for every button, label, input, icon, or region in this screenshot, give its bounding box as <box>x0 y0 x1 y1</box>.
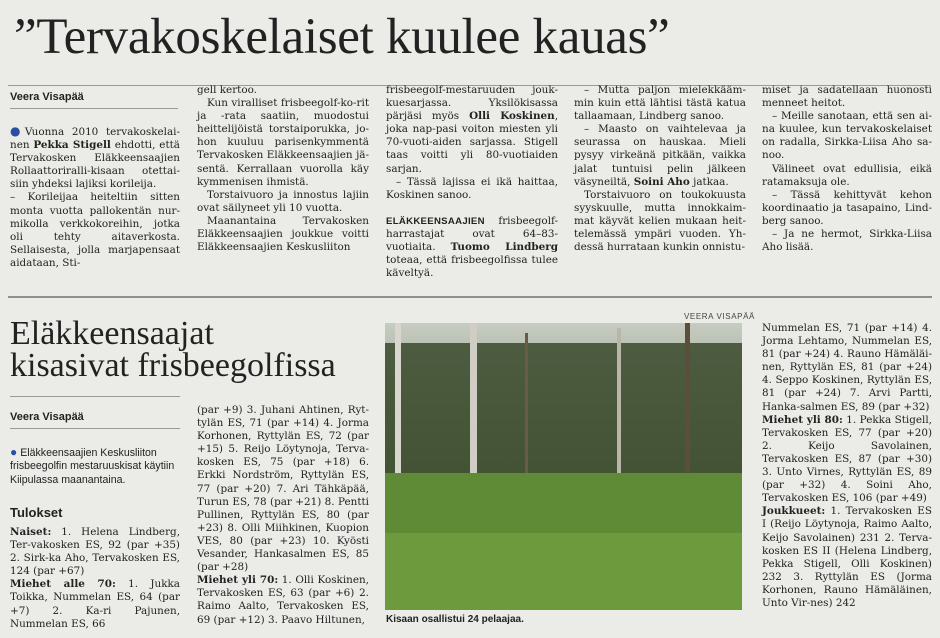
bullet-icon: ● <box>10 445 18 459</box>
results-column-2: (par +9) 3. Juhani Ahtinen, Ryt-tylän ES, 71 (par +14) 4. Jorma Korhonen, Ryttylän ES, 72 (par +15) 5. Reijo Löytynoja, Terva-kosken ES, 75 (par +18) 6. Erkki Nordström, Ryttylän ES, 77 (par +20) 7. Ari Tähkäpää, Turun ES, 78 (par +21) 8. Pentti Pullinen, Ryttylän ES, 80 (par +23) 8. Olli Miihkinen, Kuopion VES, 80 (par +23) 10. Kyösti Vesander, Hankasalmen ES, 85 (par +28) Miehet yli 70: 1. Olli Koskinen, Tervakosken ES, 63 (par +6) 2. Raimo Aalto, Tervakosken ES, 69 (par +12) 3. Paavo Hiltunen, <box>197 404 369 626</box>
photo-credit: VEERA VISAPÄÄ <box>684 312 755 321</box>
article-column-5: miset ja sadatellaan huonosti menneet heitot. – Meille sanotaan, että sen ai-na kuulee, kun tervakoskelaiset on radalla, Sirkka-Liisa Aho sa-noo. Välineet ovat edullisia, eikä ratamaksuja ole. – Tässä kehittyvät kehon koordinaatio ja tasapaino, Lind-berg sanoo. – Ja ne hermot, Sirkka-Liisa Aho lisää. <box>762 84 932 254</box>
section-divider <box>8 296 932 298</box>
headline-2 <box>10 315 336 384</box>
article-column-4: – Mutta paljon mielekkääm-min kuin että lähtisi tästä katua tallaamaan, Lindberg sanoo. – Maasto on vaihtelevaa ja seurassa on hauskaa. Mieli pysyy virkeänä pitkään, vaikka jalat tuntuisi pelin jälkeen väsyneiltä, Soini Aho jatkaa. Torstaivuoro on toukokuusta syyskuulle, mutta innokkaim-mat käyvät kelien mukaan heit-telemässä ympäri vuoden. Yh-dessä hurrataan kunkin onnistu- <box>574 84 746 254</box>
article-column-1: ●Vuonna 2010 tervakoskelai-nen Pekka Stigell ehdotti, että Tervakosken Eläkkeensaajien Rollaattoriralli-kisaan otettai-siin yhdeksi lajiksi korileija. – Korileijaa heiteltiin sitten monta vuotta pallokentän nur-mikolla verkkokoreihin, jotka oli tehty aitaverkosta. Sellaisesta, jolla marjapensaat aidataan, Sti- <box>10 124 180 269</box>
byline: Veera Visapää <box>10 91 84 103</box>
byline-rule-2 <box>10 396 180 397</box>
headline-2-line-1: Eläkkeensaajat <box>10 315 214 352</box>
byline-rule <box>10 108 178 109</box>
byline-rule-3 <box>10 428 180 429</box>
byline-2: Veera Visapää <box>10 411 84 423</box>
group-photo <box>385 323 742 610</box>
article-column-2: gell kertoo. Kun viralliset frisbeegolf-ko-rit ja -rata saatiin, muodostui heittelijöistä torstaiporukka, jo-hon kuuluu parisenkymmentä Tervakosken Eläkkeensaajien jä-sentä. Kerrallaan vuorolla käy kymmenisen ihmistä. Torstaivuoro ja innostus lajiin ovat säilyneet yli 10 vuotta. Maanantaina Tervakosken Eläkkeensaajien joukkue voitti Eläkkeensaajien Keskusliiton <box>197 84 369 254</box>
article-column-3: frisbeegolf-mestaruuden jouk-kuesarjassa. Yksilökisassa pärjäsi myös Olli Koskinen, joka nap-pasi voiton miesten yli 70-vuoti-aiden sarjassa. Stigell taas voitti yli 80-vuotiaiden sarjan. – Tässä lajissa ei ikä haittaa, Koskinen sanoo. ELÄKKEENSAAJIEN frisbeegolf-harrastajat ovat 64–83-vuotiaita. Tuomo Lindberg toteaa, että frisbeegolfissa tulee käveltyä. <box>386 84 558 280</box>
photo-caption: Kisaan osallistui 24 pelaajaa. <box>386 614 524 625</box>
headline-2-line-2: kisasivat frisbeegolfissa <box>10 347 336 384</box>
results-column-3: Nummelan ES, 71 (par +14) 4. Jorma Lehtamo, Nummelan ES, 81 (par +24) 4. Rauno Hämäläi-nen, Ryttylän ES, 81 (par +24) 4. Seppo Koskinen, Ryttylän ES, 81 (par +24) 7. Arvi Partti, Hanka-salmen ES, 89 (par +32) Miehet yli 80: 1. Pekka Stigell, Tervakosken ES, 77 (par +20) 2. Keijo Savolainen, Tervakosken ES, 87 (par +30) 3. Unto Virnes, Ryttylän ES, 89 (par +32) 4. Soini Aho, Tervakosken ES, 106 (par +49) Joukkueet: 1. Tervakosken ES I (Reijo Löytynoja, Raimo Aalto, Keijo Savolainen) 231 2. Terva-kosken ES II (Helena Lindberg, Pekka Stigell, Olli Koskinen) 232 3. Ryttylän ES (Jorma Korhonen, Rauno Hämäläinen, Unto Vir-nes) 242 <box>762 322 932 609</box>
results-heading: Tulokset <box>10 505 63 520</box>
headline: ”Tervakoskelaiset kuulee kauas” <box>14 9 670 65</box>
results-column-1: Naiset: 1. Helena Lindberg, Ter-vakosken ES, 92 (par +35) 2. Sirk-ka Aho, Tervakosken ES, 124 (par +67) Miehet alle 70: 1. Jukka Toikka, Nummelan ES, 64 (par +7) 2. Ka-ri Pajunen, Nummelan ES, 66 <box>10 526 180 630</box>
lead-paragraph: ● Eläkkeensaajien Keskusliiton frisbeegolfin mestaruuskisat käytiin Kiipulassa maanantaina. <box>10 445 175 486</box>
bullet-icon: ● <box>10 124 25 138</box>
